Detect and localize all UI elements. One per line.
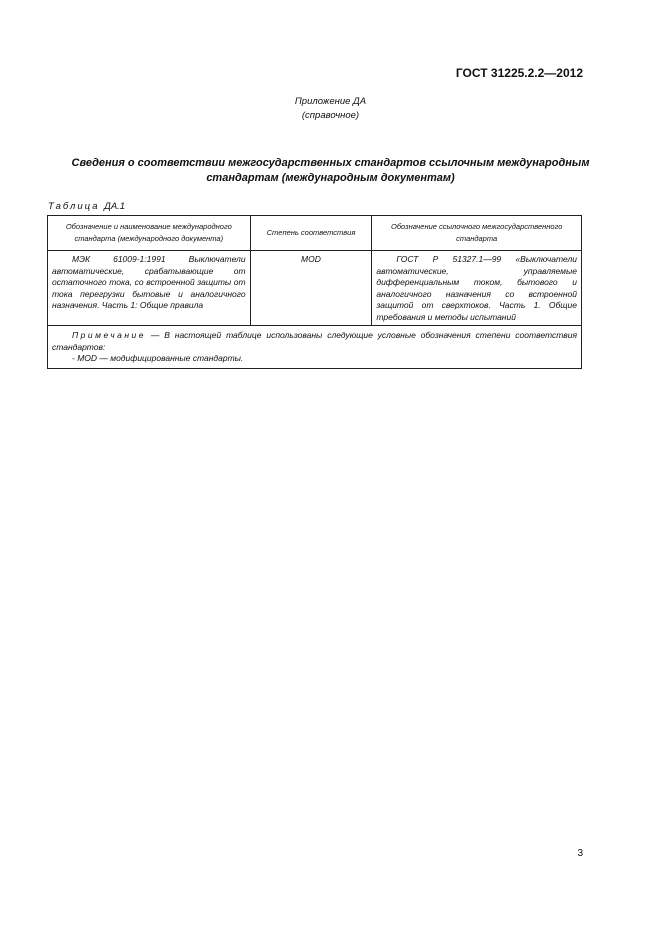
- table-header-row: [48, 216, 582, 251]
- header-degree-of-correspondence: Степень соответствия: [250, 216, 372, 251]
- appendix-heading: [0, 95, 661, 123]
- page-number: 3: [577, 848, 583, 859]
- table-caption-label: Таблица: [48, 201, 100, 212]
- header-international-standard: Обозначение и наименование международного стандарта (международного документа): [48, 216, 251, 251]
- standard-code: ГОСТ 31225.2.2—2012: [455, 66, 583, 80]
- cell-international-standard: МЭК 61009-1:1991 Выключатели автоматические, срабатывающие от остаточного тока, со встроенной защиты от тока перегрузки бытовые и аналогичного назначения. Часть 1: Общие правила: [48, 251, 251, 326]
- header-interstate-standard: Обозначение ссылочного межгосударственного стандарта: [372, 216, 582, 251]
- cell-degree: MOD: [250, 251, 372, 326]
- table-note: [48, 326, 582, 369]
- document-title-line1: Сведения о соответствии межгосударственных стандартов ссылочным международным: [71, 157, 590, 169]
- table-caption: [48, 201, 125, 212]
- table-note-row: [48, 326, 582, 369]
- appendix-subtitle: (справочное): [301, 110, 360, 121]
- document-title-line2: стандартам (международным документам): [206, 172, 455, 184]
- note-label: Примечание: [72, 330, 146, 340]
- note-text: — В настоящей таблице использованы следующие условные обозначения степени соответствия стандартов:: [52, 330, 577, 352]
- appendix-title: Приложение ДА: [294, 96, 367, 107]
- correspondence-table: [47, 215, 582, 369]
- document-title: [48, 156, 613, 186]
- table-row: [48, 251, 582, 326]
- table-caption-number: ДА.1: [104, 201, 126, 212]
- note-item: - MOD — модифицированные стандарты.: [72, 353, 244, 363]
- cell-interstate-standard: ГОСТ Р 51327.1—99 «Выключатели автоматические, управляемые дифференциальным током, бытового и аналогичного назначения со встроенной защитой от сверхтоков. Часть 1. Общие требования и методы испытаний: [372, 251, 582, 326]
